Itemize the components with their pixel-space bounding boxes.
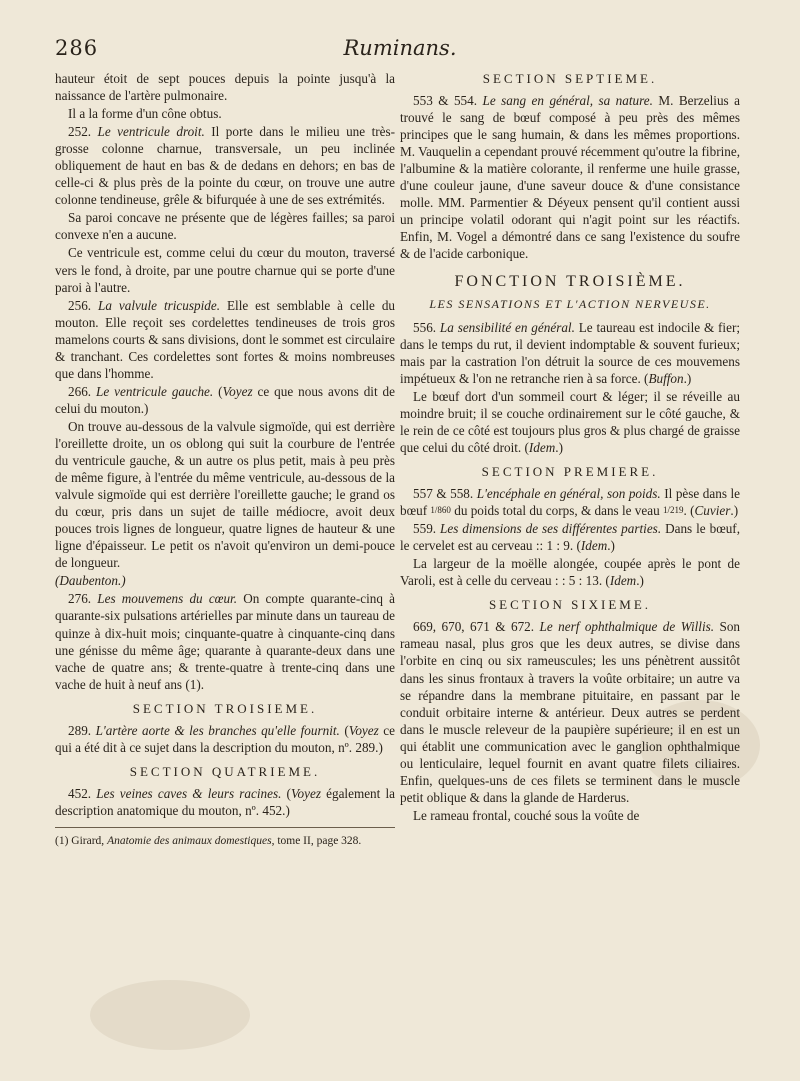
article-text: Son rameau nasal, plus gros que les deux autres, se divise dans l'orbite en cinq ou six rameuscules; les uns pénètrent aussitôt dans les sinus frontaux à travers la voûte orbitaire; un autre va se répandre dans la membrane pituitaire, en passant par le conduit orbitaire interne & antérieur. Deux autres se perdent dans le muscle releveur de la paupière supérieure; il en est un qui établit une communication avec le ganglion ophthalmique ou lenticulaire, lequel fournit en avant quatre filets ciliaires. Enfin, quelques-uns de ces filets se terminent dans le muscle petit oblique & dans la glande de Harderus. [400, 619, 741, 805]
paragraph: Sa paroi concave ne présente que de légères failles; sa paroi convexe n'en a aucune. [55, 210, 395, 243]
article-number: 276. [68, 591, 92, 607]
article-number: 289. [68, 722, 92, 738]
article-number: 452. [68, 785, 92, 801]
section-heading: SECTION SEPTIEME. [482, 71, 658, 86]
article-title: Le ventricule droit. [97, 124, 205, 140]
footnote-text: , tome II, page 328. [271, 834, 362, 847]
cross-reference: Voyez [348, 722, 379, 738]
article-text: .) [607, 538, 615, 554]
article-title: Les dimensions de ses différentes parties. [440, 521, 662, 537]
article-number: 252. [68, 124, 92, 140]
article-289 [55, 722, 395, 756]
article-text: .) [636, 573, 644, 589]
article-text: Elle est semblable à celle du mouton. Elle reçoit ses cordelettes tendineuses de trois gros mamelons courts & sans divisions, dont le sommet est circulaire & tranchant. Ces cordelettes sont fortes & moins nombreuses que dans l'homme. [55, 297, 396, 381]
article-553 [400, 92, 740, 262]
fraction: 1/860 [430, 505, 451, 516]
footnote-rule [55, 827, 395, 828]
article-number: 557 & 558. [413, 486, 474, 502]
article-text: ( [213, 383, 223, 399]
article-text: Il pèse dans le bœuf [400, 486, 741, 519]
article-text: ce que nous avons dit de celui du mouton.) [55, 383, 396, 416]
article-557 [400, 485, 740, 519]
article-number: 556. [413, 319, 437, 335]
paragraph [400, 388, 740, 456]
function-subheading: LES SENSATIONS ET L'ACTION NERVEUSE. [429, 296, 711, 311]
paragraph: Le rameau frontal, couché sous la voûte de [413, 807, 640, 823]
article-title: La sensibilité en général. [439, 319, 575, 335]
article-title: Le nerf ophthalmique de Willis. [539, 619, 715, 635]
left-column [55, 70, 395, 849]
article-title: Le sang en général, sa nature. [482, 93, 653, 109]
paragraph [400, 555, 740, 589]
article-text: La largeur de la moëlle alongée, coupée après le pont de Varoli, est à celle du cerveau : : 5 : 13. ( [400, 556, 740, 589]
running-title: Ruminans. [343, 36, 457, 60]
article-text: Il porte dans le milieu une très-grosse colonne charnue, transversale, un peu inclinée obliquement de haut en bas & de dedans en dehors; en bas de celle-ci & plus près de la pointe du cœur, on trouve une autre colonne tendineuse, grêle & bifurquée à une de ses extrémités. [55, 124, 395, 208]
cross-reference: Voyez [290, 785, 321, 801]
article-number: 669, 670, 671 & 672. [413, 619, 535, 635]
article-title: Le ventricule gauche. [96, 383, 214, 399]
article-text: .) [730, 503, 739, 519]
article-266 [55, 383, 395, 417]
section-heading: SECTION PREMIERE. [481, 463, 659, 479]
article-text: ce qui a été dit à ce sujet dans la description du mouton, nº. 289.) [55, 722, 395, 755]
article-number: 559. [413, 521, 437, 537]
article-text: Le taureau est indocile & fier; dans le temps du rut, il devient indomptable & souvent furieux; mais par la castration l'on détruit la source de ces mouvemens impétueux & l'on ne retranche rien à sa force. ( [400, 319, 741, 386]
paragraph: Ce ventricule est, comme celui du cœur du mouton, traversé vers le fond, à droite, par une poutre charnue qui se porte d'une paroi à l'autre. [55, 245, 395, 295]
article-text: .) [683, 370, 692, 386]
article-title: La valvule tricuspide. [98, 297, 221, 313]
article-text: également la description anatomique du mouton, nº. 452.) [55, 785, 395, 818]
paragraph: hauteur étoit de sept pouces depuis la pointe jusqu'à la naissance de l'artère pulmonaire. [55, 71, 395, 104]
source-citation: Idem [528, 439, 556, 455]
footnote [55, 834, 395, 848]
footnote-text: (1) Girard, [55, 834, 108, 847]
article-number: 553 & 554. [413, 93, 478, 109]
article-252 [55, 123, 395, 208]
article-number: 266. [68, 383, 92, 399]
article-number: 256. [68, 297, 92, 313]
article-text: du poids total du corps, & dans le veau [450, 503, 663, 519]
cross-reference: Voyez [222, 383, 253, 399]
article-title: L'encéphale en général, son poids. [476, 486, 661, 502]
article-text: ( [281, 785, 291, 801]
article-text: .) [555, 439, 563, 455]
page-number: 286 [55, 36, 99, 60]
paper-stain [90, 980, 250, 1050]
source-citation: (Daubenton.) [55, 573, 126, 589]
right-column [400, 70, 740, 825]
article-556 [400, 319, 740, 387]
source-citation: Cuvier [694, 503, 731, 519]
source-citation: Buffon [648, 370, 684, 386]
article-title: L'artère aorte & les branches qu'elle fournit. [95, 722, 340, 738]
paragraph: Il a la forme d'un cône obtus. [68, 106, 222, 122]
source-citation: Idem [580, 538, 608, 554]
section-heading: SECTION TROISIEME. [132, 700, 318, 716]
article-text: ( [339, 722, 349, 738]
article-text: M. Berzelius a trouvé le sang de bœuf composé à peu près des mêmes principes que le sang humain, & dans les mêmes proportions. M. Vauquelin a cependant prouvé récemment qu'outre la fibrine, l'albumine & la matière colorante, il renferme une huile grasse, d'une couleur jaune, d'une saveur douce & d'une consistance molle. MM. Parmentier & Déyeux pensent qu'il contient aussi un principe volatil odorant qui n'agit point sur les réactifs. Enfin, M. Vogel a démontré dans ce sang l'existence du soufre & de l'acide carbonique. [400, 93, 741, 262]
article-text: Dans le bœuf, le cervelet est au cerveau :: 1 : 9. ( [400, 521, 740, 554]
article-452 [55, 785, 395, 819]
footnote-book-title: Anatomie des animaux domestiques [107, 834, 272, 847]
article-title: Les veines caves & leurs racines. [96, 785, 282, 801]
article-text: Le bœuf dort d'un sommeil court & léger; il se réveille au moindre bruit; il se couche ordinairement sur le côté gauche, & le rein de ce côté est toujours plus gros & plus chargé de graisse que celui du côté droit. ( [400, 388, 740, 455]
article-276 [55, 590, 395, 692]
fraction: 1/219 [662, 505, 684, 516]
article-669 [400, 618, 740, 806]
page-header [55, 36, 745, 66]
function-heading: FONCTION TROISIÈME. [454, 272, 686, 290]
section-heading: SECTION SIXIEME. [488, 597, 652, 613]
article-text: On compte quarante-cinq à quarante-six pulsations artérielles par minute dans un taureau de quinze à dix-huit mois; cinquante-quatre à cinquante-cinq dans une génisse du même âge; quarante à quarante-deux dans une vache de quatre ans; & trente-quatre à trente-cinq dans une vache de huit à neuf ans (1). [55, 591, 396, 692]
paragraph: On trouve au-dessous de la valvule sigmoïde, qui est derrière l'oreillette droite, un os oblong qui suit la courbure de l'entrée du ventricule gauche, & un autre os plus petit, mais à peu près de même figure, à l'entrée du même ventricule, au-dessous de la valvule sigmoïde qui est derrière l'oreillette gauche; le grand os du cœur, pris dans un sujet de taille médiocre, avoit deux pouces trois lignes de longueur, quatre lignes de hauteur & une ligne d'épaisseur. Le petit os n'avoit qu'environ un demi-pouce de longueur. [55, 418, 395, 571]
source-citation: Idem [609, 573, 637, 589]
article-559 [400, 520, 740, 554]
article-title: Les mouvemens du cœur. [97, 591, 238, 607]
section-heading: SECTION QUATRIEME. [129, 763, 321, 779]
article-text: . ( [683, 503, 695, 519]
article-256 [55, 297, 395, 382]
